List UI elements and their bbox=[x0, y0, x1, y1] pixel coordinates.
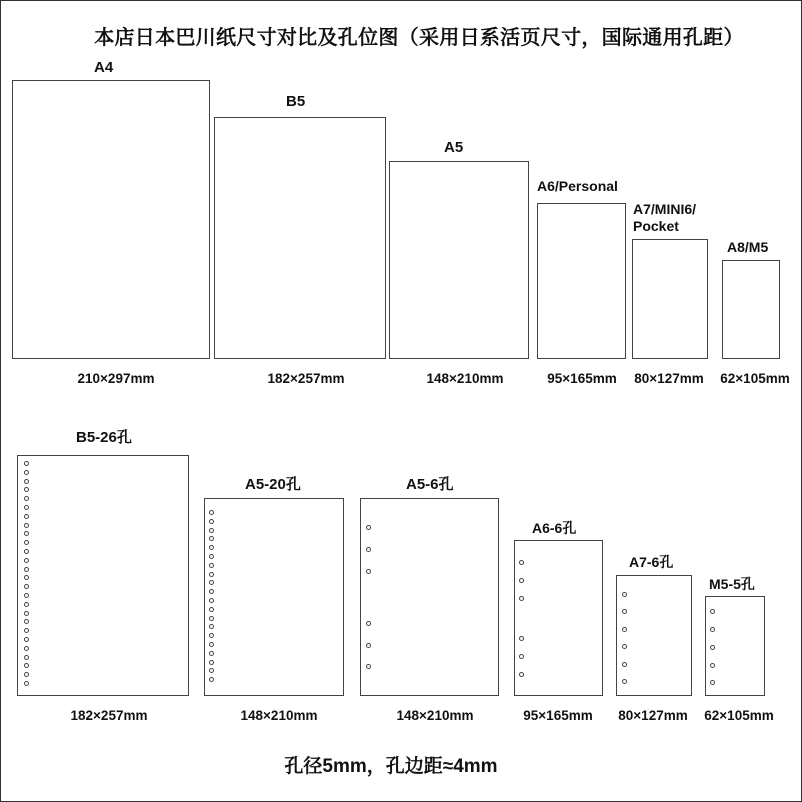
punch-hole bbox=[209, 580, 214, 585]
punch-hole bbox=[622, 592, 627, 597]
paper-a6-6 bbox=[514, 540, 603, 696]
punch-hole bbox=[209, 624, 214, 629]
punch-hole bbox=[366, 643, 371, 648]
punch-hole bbox=[24, 602, 29, 607]
punch-hole bbox=[366, 621, 371, 626]
punch-hole bbox=[209, 651, 214, 656]
punch-hole bbox=[24, 575, 29, 580]
paper-a5 bbox=[389, 161, 529, 359]
punch-hole bbox=[24, 584, 29, 589]
punch-hole bbox=[209, 598, 214, 603]
diagram-title: 本店日本巴川纸尺寸对比及孔位图（采用日系活页尺寸，国际通用孔距） bbox=[94, 27, 744, 49]
label-a7: A7/MINI6/ Pocket bbox=[633, 201, 697, 234]
punch-hole bbox=[24, 505, 29, 510]
punch-hole bbox=[622, 644, 627, 649]
punch-hole bbox=[209, 510, 214, 515]
punch-hole bbox=[24, 540, 29, 545]
punch-hole bbox=[24, 628, 29, 633]
punch-hole bbox=[519, 636, 524, 641]
paper-a4 bbox=[12, 80, 210, 359]
punch-hole bbox=[209, 528, 214, 533]
punch-hole bbox=[710, 645, 715, 650]
punch-hole bbox=[24, 611, 29, 616]
punch-hole bbox=[366, 525, 371, 530]
punch-hole bbox=[209, 633, 214, 638]
label-b5-26: B5-26孔 bbox=[76, 429, 132, 446]
punch-hole bbox=[24, 514, 29, 519]
punch-hole bbox=[710, 680, 715, 685]
punch-hole bbox=[24, 672, 29, 677]
punch-hole bbox=[24, 637, 29, 642]
punch-hole bbox=[24, 655, 29, 660]
punch-hole bbox=[24, 619, 29, 624]
punch-hole bbox=[24, 593, 29, 598]
paper-a5-20 bbox=[204, 498, 344, 696]
punch-hole bbox=[209, 677, 214, 682]
punch-hole bbox=[622, 627, 627, 632]
dimensions-a5-6: 148×210mm bbox=[396, 708, 474, 723]
paper-b5 bbox=[214, 117, 386, 359]
dimensions-b5-26: 182×257mm bbox=[70, 708, 148, 723]
dimensions-a5-20: 148×210mm bbox=[240, 708, 318, 723]
paper-m5-5 bbox=[705, 596, 765, 696]
punch-hole bbox=[24, 531, 29, 536]
punch-hole bbox=[519, 672, 524, 677]
label-a5: A5 bbox=[444, 139, 464, 156]
punch-hole bbox=[366, 664, 371, 669]
punch-hole bbox=[710, 609, 715, 614]
punch-hole bbox=[24, 523, 29, 528]
dimensions-a4: 210×297mm bbox=[77, 371, 155, 386]
paper-a6 bbox=[537, 203, 626, 359]
dimensions-a6: 95×165mm bbox=[547, 371, 617, 386]
label-a4: A4 bbox=[94, 59, 114, 76]
punch-hole bbox=[24, 470, 29, 475]
punch-hole bbox=[24, 479, 29, 484]
punch-hole bbox=[24, 646, 29, 651]
punch-hole bbox=[209, 545, 214, 550]
punch-hole bbox=[209, 642, 214, 647]
label-a7-6: A7-6孔 bbox=[629, 554, 674, 570]
label-a5-6: A5-6孔 bbox=[406, 476, 454, 493]
dimensions-b5: 182×257mm bbox=[267, 371, 345, 386]
punch-hole bbox=[622, 679, 627, 684]
dimensions-m5-5: 62×105mm bbox=[704, 708, 774, 723]
label-m5-5: M5-5孔 bbox=[709, 576, 755, 592]
label-a5-20: A5-20孔 bbox=[245, 476, 301, 493]
punch-hole bbox=[24, 487, 29, 492]
punch-hole bbox=[710, 627, 715, 632]
label-a6-6: A6-6孔 bbox=[532, 520, 577, 536]
punch-hole bbox=[24, 496, 29, 501]
punch-hole bbox=[209, 563, 214, 568]
punch-hole bbox=[24, 558, 29, 563]
punch-hole bbox=[24, 461, 29, 466]
label-b5: B5 bbox=[286, 93, 306, 110]
punch-hole bbox=[710, 663, 715, 668]
punch-hole bbox=[622, 609, 627, 614]
paper-a7-6 bbox=[616, 575, 692, 696]
punch-hole bbox=[24, 567, 29, 572]
dimensions-a7: 80×127mm bbox=[634, 371, 704, 386]
dimensions-a8: 62×105mm bbox=[720, 371, 790, 386]
punch-hole bbox=[209, 554, 214, 559]
punch-hole bbox=[24, 663, 29, 668]
label-a8: A8/M5 bbox=[727, 239, 769, 255]
punch-hole bbox=[209, 668, 214, 673]
paper-a7 bbox=[632, 239, 708, 359]
punch-hole bbox=[209, 660, 214, 665]
punch-hole bbox=[622, 662, 627, 667]
dimensions-a5: 148×210mm bbox=[426, 371, 504, 386]
punch-hole bbox=[209, 572, 214, 577]
label-a6: A6/Personal bbox=[537, 178, 618, 194]
punch-hole bbox=[209, 607, 214, 612]
punch-hole bbox=[209, 616, 214, 621]
punch-hole bbox=[24, 681, 29, 686]
hole-spec-note: 孔径5mm，孔边距≈4mm bbox=[284, 756, 498, 777]
dimensions-a6-6: 95×165mm bbox=[523, 708, 593, 723]
punch-hole bbox=[24, 549, 29, 554]
punch-hole bbox=[519, 654, 524, 659]
punch-hole bbox=[519, 578, 524, 583]
punch-hole bbox=[366, 569, 371, 574]
paper-a8 bbox=[722, 260, 780, 359]
punch-hole bbox=[519, 560, 524, 565]
paper-a5-6 bbox=[360, 498, 499, 696]
punch-hole bbox=[209, 519, 214, 524]
punch-hole bbox=[519, 596, 524, 601]
punch-hole bbox=[209, 536, 214, 541]
punch-hole bbox=[209, 589, 214, 594]
paper-b5-26 bbox=[17, 455, 189, 696]
punch-hole bbox=[366, 547, 371, 552]
dimensions-a7-6: 80×127mm bbox=[618, 708, 688, 723]
